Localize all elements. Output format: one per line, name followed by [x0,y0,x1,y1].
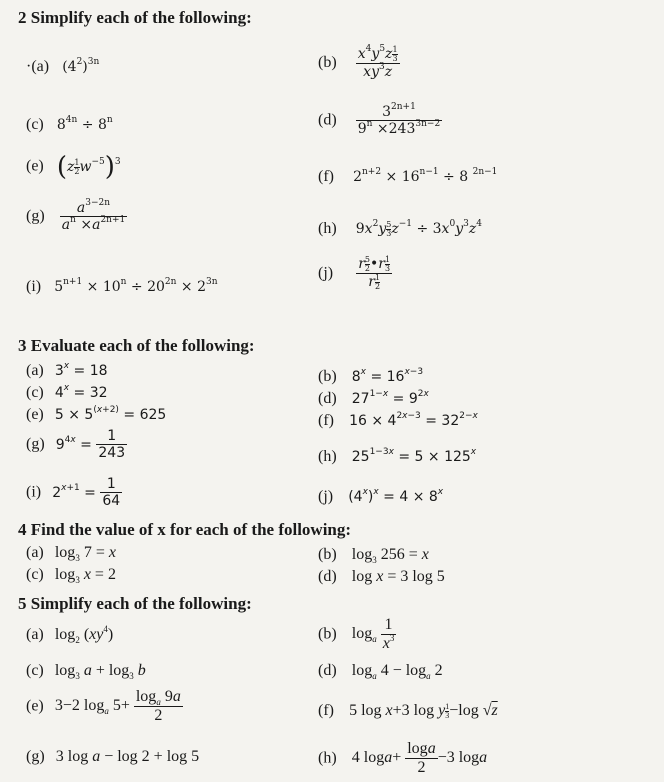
q5-label-b: (b) [318,625,337,643]
question-2-heading [18,8,252,28]
q3-item-f [318,410,478,430]
q5-expression-c: $\log_3 a + \log_3 b$ [54,662,146,681]
q4-item-a [26,542,116,562]
q4-item-b [318,544,429,564]
q5-expression-a: $\log_2 (xy^4)$ [54,624,114,645]
q3-label-j: (j) [318,488,334,505]
q4-expression-b: $\log_3 256 = x$ [351,546,429,565]
q3-expression-j: $(4^x)^x = 4 \times 8^x$ [348,487,444,505]
q4-item-d [318,566,445,586]
q4-expression-d: log x = 3 log 5 [351,568,445,585]
question-2-instruction: Simplify each of the following: [30,8,252,27]
question-5-instruction: Simplify each of the following: [30,594,252,613]
q2-expression-f: $2^{n+2} \times 16^{n-1} \div 8$ $^{2n-1}$ [353,167,498,185]
q4-label-d: (d) [318,568,337,585]
q3-item-d [318,388,429,408]
q5-expression-d: $\log_a 4 - \log_a 2$ [351,662,443,681]
q2-expression-c: $8^{4n} \div 8^n$ [56,115,113,133]
question-3-heading [18,336,255,356]
q4-expression-a: $\log_3 7 = x$ [54,544,116,563]
q3-expression-e: $5 \times 5^{(x+2)} = 625$ [54,405,167,423]
q2-item-c [26,114,113,134]
q5-label-d: (d) [318,662,337,679]
q3-expression-h: $25^{1-3x} = 5 \times 125^x$ [351,447,477,465]
q2-label-g: (g) [26,207,45,225]
q5-item-c [26,660,146,680]
q2-expression-e: (z $\frac{1}{2}$ $w^{-5})^3$ [56,152,121,182]
question-4-heading [18,520,351,540]
q3-label-h: (h) [318,448,337,465]
q3-item-c [26,382,108,402]
q2-item-d [318,104,442,137]
q4-expression-c: $\log_3 x = 2$ [54,566,116,585]
q2-item-e [26,152,121,182]
q2-expression-b: $x^4y^5z$ $\frac{1}{3}$ $xy^3z$ [357,44,398,80]
q2-item-b [318,46,400,80]
q3-label-a: (a) [26,362,44,379]
q5-expression-f: 5 log x+3 log y $\frac{1}{3}$ −log √z [349,702,498,720]
q3-item-j [318,486,443,506]
q5-item-f [318,700,498,720]
q5-label-f: (f) [318,702,334,719]
q3-label-c: (c) [26,384,44,401]
q3-expression-i: $2^{x+1}$ = $\frac{1}{64}$ [52,476,121,509]
q2-expression-j: r $\frac{5}{2}$ •r $\frac{1}{3}$ r $\frac{1}{2}$ [358,255,391,291]
q2-item-f [318,166,497,186]
q5-label-a: (a) [26,626,44,643]
question-3-number: 3 [18,336,27,355]
q5-item-a [26,624,113,644]
q5-expression-g: 3 log a − log 2 + log 5 [55,748,200,765]
q2-label-c: (c) [26,116,44,133]
q3-expression-b: $8^x = 16^{x-3}$ [351,367,424,385]
q3-label-f: (f) [318,412,334,429]
q5-label-c: (c) [26,662,44,679]
question-2-number: 2 [18,8,27,27]
question-5-number: 5 [18,594,27,613]
q2-label-j: (j) [318,264,334,282]
question-4-instruction: Find the value of x for each of the following: [30,520,352,539]
q5-item-e [26,688,183,725]
q3-label-d: (d) [318,390,337,407]
q2-item-i [26,276,218,296]
q2-item-j [318,256,392,291]
q2-item-g [26,200,127,233]
q2-expression-i: $5^{n+1} \times 10^n \div 20^{2n} \times 2^{3n}$ [54,277,218,295]
q3-label-b: (b) [318,368,337,385]
q5-expression-h: 4 loga+ $\frac{\log a}{2}$ −3 loga [351,740,488,776]
q2-item-a [26,56,99,76]
q2-label-f: (f) [318,168,334,185]
q5-label-h: (h) [318,749,337,767]
q3-item-e [26,404,166,424]
q4-label-b: (b) [318,546,337,563]
q3-item-g [26,428,127,461]
q3-expression-f: $16 \times 4^{2x-3} = 32^{2-x}$ [349,411,478,429]
q3-label-e: (e) [26,406,44,423]
q2-label-b: (b) [318,54,337,71]
q5-item-d [318,660,443,680]
q2-expression-d: $\frac{3^{2n+1}}{9^n \times 243^{3n-2}}$ [357,102,441,137]
q3-item-a [26,360,108,380]
q3-item-h [318,446,476,466]
q3-item-b [318,366,423,386]
q5-item-g [26,746,199,766]
q3-expression-d: $27^{1-x} = 9^{2x}$ [351,389,429,407]
q3-label-i: (i) [26,483,42,501]
q2-label-e: (e) [26,157,44,175]
q3-expression-a: $3^x = 18$ [54,361,108,379]
question-5-heading [18,594,252,614]
q2-expression-g: $\frac{a^{3-2n}}{a^n \times a^{2n+1}}$ [61,198,126,233]
q2-label-h: (h) [318,220,337,237]
q5-expression-b: $\log_a$ $\frac{1}{x^3}$ [351,616,395,652]
q2-item-h [318,218,482,238]
q3-expression-g: $9^{4x}$ = $\frac{1}{243}$ [55,428,126,461]
q5-item-h [318,740,487,777]
q2-expression-h: $9x^2y$ $\frac{5}{3}$ $z^{-1} \div 3x^0y^3z^4$ [355,219,482,238]
q5-item-b [318,616,396,653]
q2-expression-a: $(4^2)^{3n}$ [62,57,100,75]
q3-expression-c: $4^x = 32$ [54,383,108,401]
question-4-number: 4 [18,520,27,539]
q5-expression-e: 3−2 $\log_a 5+$ $\frac{\log_a 9a}{2}$ [54,688,181,724]
q3-label-g: (g) [26,435,45,453]
q4-label-a: (a) [26,544,44,561]
q2-label-a: ·(a) [26,58,50,75]
q3-item-i [26,476,122,509]
q2-label-i: (i) [26,278,42,295]
q5-label-e: (e) [26,697,44,715]
q4-label-c: (c) [26,566,44,583]
q2-label-d: (d) [318,111,337,129]
q4-item-c [26,564,116,584]
q5-label-g: (g) [26,748,45,765]
question-3-instruction: Evaluate each of the following: [30,336,255,355]
